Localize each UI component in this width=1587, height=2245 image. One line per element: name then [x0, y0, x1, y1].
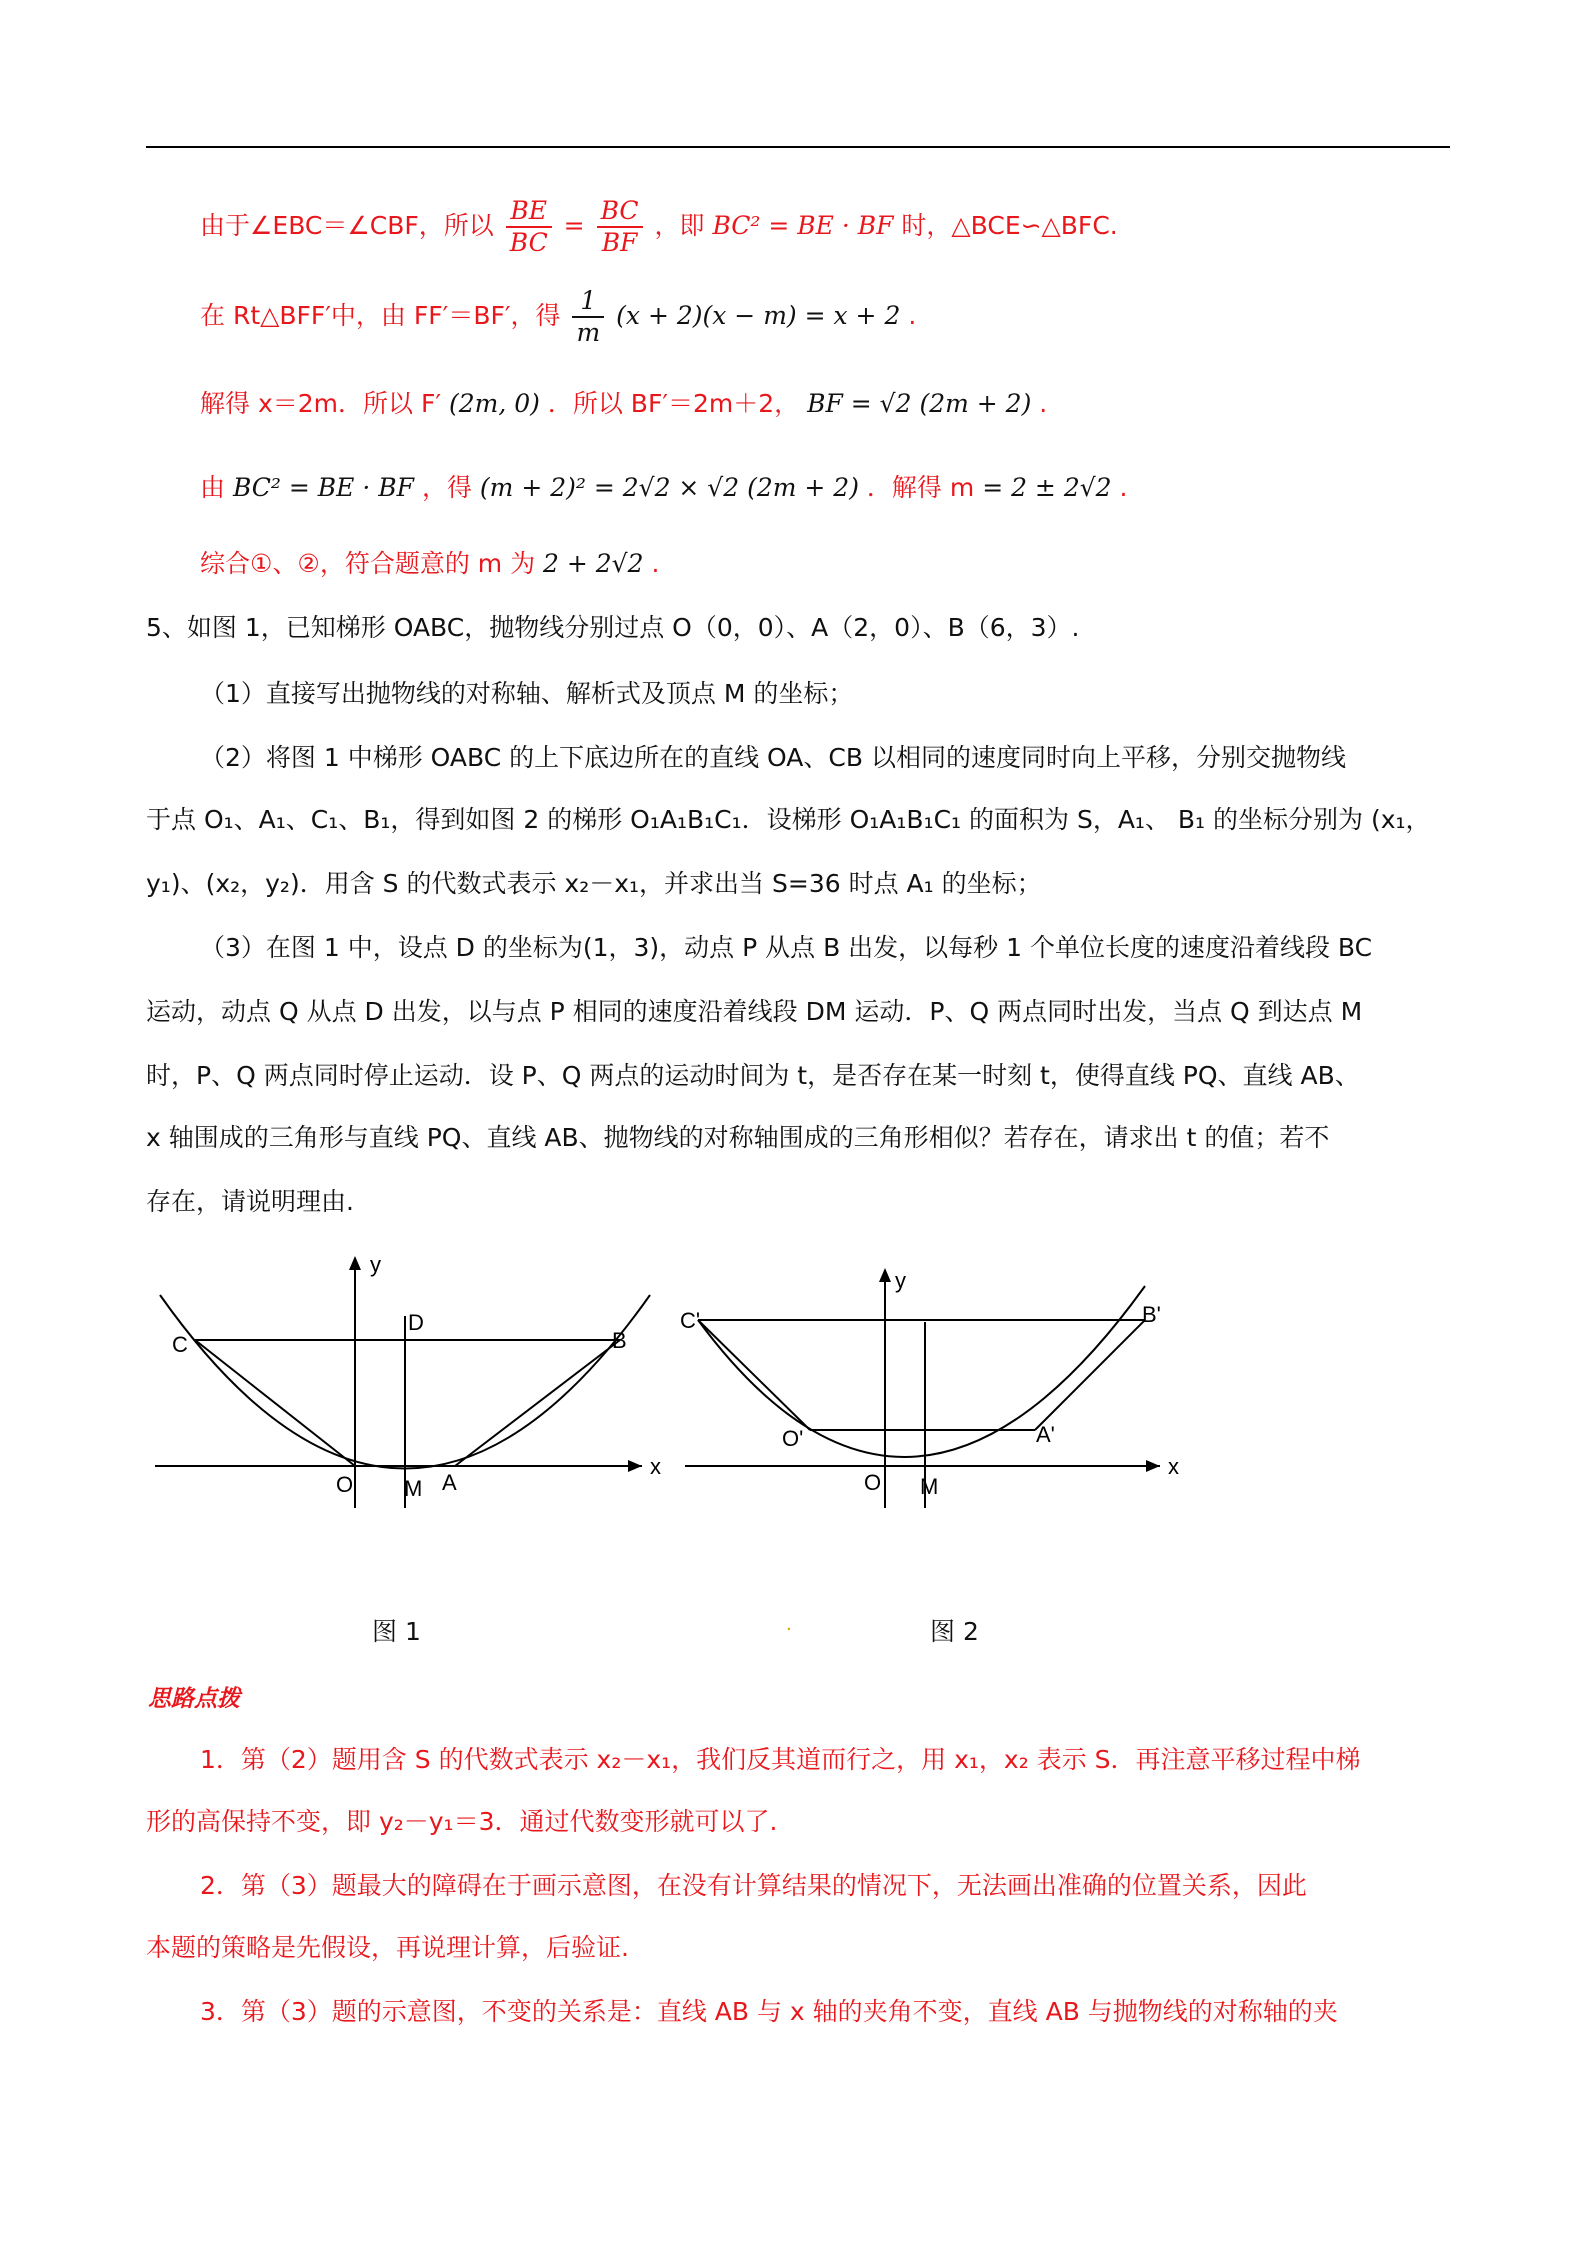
solution-line-4	[200, 470, 1127, 506]
solution-line-1	[200, 196, 1118, 258]
label-y: y	[370, 1252, 381, 1277]
numerator: BE	[506, 196, 552, 228]
problem-line-6: （3）在图 1 中，设点 D 的坐标为(1，3)，动点 P 从点 B 出发，以每秒 1 个单位长度的速度沿着线段 BC	[200, 933, 1373, 962]
tips-title: 思路点拨	[148, 1686, 240, 1712]
figure-2-caption: 图 2	[930, 1617, 979, 1646]
segment-co	[195, 1340, 355, 1466]
header-rule	[146, 146, 1450, 148]
fraction-bc-bf	[597, 196, 643, 258]
numerator: BC	[597, 196, 643, 228]
formula: BC² = BE · BF	[712, 211, 894, 240]
x-arrow-icon	[1146, 1460, 1160, 1472]
text: ，即	[654, 211, 705, 240]
label-c1: C'	[680, 1308, 701, 1333]
problem-line-10: 存在，请说明理由.	[146, 1187, 354, 1216]
text: 解得 x＝2m．所以 F′	[200, 389, 442, 418]
denominator: BC	[509, 228, 548, 257]
problem-line-4: 于点 O₁、A₁、C₁、B₁，得到如图 2 的梯形 O₁A₁B₁C₁．设梯形 O₁A₁B₁C₁ 的面积为 S，A₁、 B₁ 的坐标分别为 (x₁，	[146, 805, 1431, 834]
text: 由	[200, 473, 226, 502]
stray-dot: .	[786, 1614, 792, 1635]
label-b: B	[612, 1328, 627, 1353]
problem-line-1: 5、如图 1，已知梯形 OABC，抛物线分别过点 O（0，0）、A（2，0）、B（6，3）.	[146, 613, 1080, 642]
formula: BF = √2 (2m + 2)	[807, 389, 1032, 418]
equals-sign: =	[563, 211, 585, 240]
segment-ab	[455, 1340, 620, 1466]
problem-line-2: （1）直接写出抛物线的对称轴、解析式及顶点 M 的坐标；	[200, 679, 854, 708]
problem-line-9: x 轴围成的三角形与直线 PQ、直线 AB、抛物线的对称轴围成的三角形相似？若存在，请求出 t 的值；若不	[146, 1123, 1330, 1152]
text: 在 Rt△BFF′中，由 FF′＝BF′，得	[200, 301, 561, 330]
figure-1	[150, 1250, 670, 1510]
denominator: BF	[601, 228, 638, 257]
text: ，得	[421, 473, 472, 502]
label-o: O	[864, 1470, 882, 1495]
solution-line-2	[200, 286, 916, 348]
label-m: M	[920, 1474, 939, 1499]
label-a: A	[442, 1470, 457, 1495]
text: 由于∠EBC＝∠CBF，所以	[200, 211, 494, 240]
tip-2-line-2: 本题的策略是先假设，再说理计算，后验证.	[146, 1933, 629, 1962]
formula: (2m, 0)	[448, 389, 540, 418]
problem-line-8: 时，P、Q 两点同时停止运动．设 P、Q 两点的运动时间为 t，是否存在某一时刻 t，使得直线 PQ、直线 AB、	[146, 1061, 1360, 1090]
label-d: D	[408, 1310, 424, 1335]
text: .	[1119, 473, 1128, 502]
label-y: y	[895, 1268, 906, 1293]
label-b1: B'	[1142, 1302, 1161, 1327]
formula: = 2 ± 2√2	[982, 473, 1112, 502]
text: .	[1039, 389, 1048, 418]
formula: (m + 2)² = 2√2 × √2 (2m + 2)	[479, 473, 859, 502]
problem-line-5: y₁)、(x₂，y₂)．用含 S 的代数式表示 x₂－x₁，并求出当 S=36 时点 A₁ 的坐标；	[146, 869, 1042, 898]
x-arrow-icon	[628, 1460, 642, 1472]
label-x: x	[1168, 1454, 1179, 1479]
parabola	[698, 1286, 1145, 1457]
text: ．解得 m	[866, 473, 975, 502]
figure-1-caption: 图 1	[372, 1617, 421, 1646]
tip-1-line-2: 形的高保持不变，即 y₂－y₁＝3．通过代数变形就可以了.	[146, 1807, 778, 1836]
segment-c1o1	[698, 1320, 810, 1430]
tip-1-line-1: 1．第（2）题用含 S 的代数式表示 x₂－x₁，我们反其道而行之，用 x₁，x₂ 表示 S．再注意平移过程中梯	[200, 1745, 1361, 1774]
solution-line-5	[200, 546, 659, 582]
text: ．所以 BF′＝2m＋2，	[547, 389, 800, 418]
figure-2	[680, 1260, 1200, 1510]
fraction-1-over-m	[572, 286, 604, 348]
fraction-be-bc	[506, 196, 552, 258]
formula: (x + 2)(x − m) = x + 2	[616, 301, 901, 330]
solution-line-3	[200, 386, 1047, 422]
text: .	[651, 549, 660, 578]
text: .	[908, 301, 917, 330]
text: 时，△BCE∽△BFC.	[901, 211, 1118, 240]
tip-3-line-1: 3．第（3）题的示意图，不变的关系是：直线 AB 与 x 轴的夹角不变，直线 AB 与抛物线的对称轴的夹	[200, 1997, 1338, 2026]
label-c: C	[172, 1332, 188, 1357]
label-o1: O'	[782, 1426, 804, 1451]
label-x: x	[650, 1454, 661, 1479]
formula: BC² = BE · BF	[232, 473, 414, 502]
text: 综合①、②，符合题意的 m 为	[200, 549, 536, 578]
problem-line-3: （2）将图 1 中梯形 OABC 的上下底边所在的直线 OA、CB 以相同的速度同时向上平移，分别交抛物线	[200, 743, 1346, 772]
denominator: m	[576, 318, 601, 347]
segment-a1b1	[1035, 1320, 1145, 1430]
label-o: O	[336, 1472, 354, 1497]
label-a1: A'	[1036, 1422, 1055, 1447]
numerator: 1	[572, 286, 604, 318]
label-m: M	[404, 1476, 423, 1501]
formula: 2 + 2√2	[543, 549, 644, 578]
problem-line-7: 运动，动点 Q 从点 D 出发，以与点 P 相同的速度沿着线段 DM 运动．P、Q 两点同时出发，当点 Q 到达点 M	[146, 997, 1363, 1026]
y-arrow-icon	[349, 1256, 361, 1270]
y-arrow-icon	[879, 1268, 891, 1282]
tip-2-line-1: 2．第（3）题最大的障碍在于画示意图，在没有计算结果的情况下，无法画出准确的位置关系，因此	[200, 1871, 1307, 1900]
